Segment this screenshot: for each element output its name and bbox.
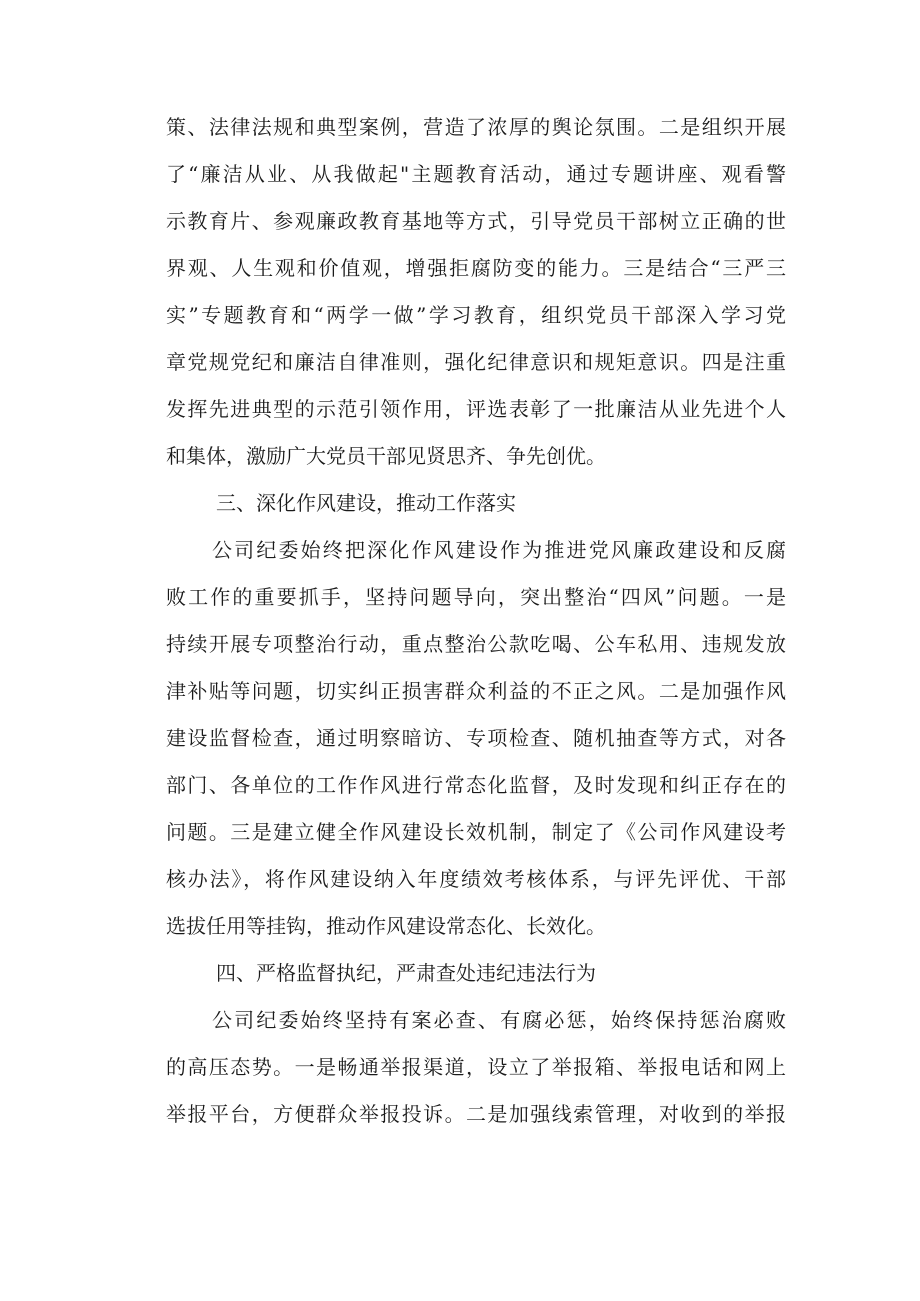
text-line-7: 发挥先进典型的示范引领作用，评选表彰了一批廉洁从业先进个人	[166, 397, 786, 421]
text-line-18: 选拔任用等挂钩，推动作风建设常态化、长效化。	[166, 914, 606, 938]
text-line-2: 了“廉洁从业、从我做起"主题教育活动，通过专题讲座、观看警	[166, 162, 786, 186]
text-line-16: 问题。三是建立健全作风建设长效机制，制定了《公司作风建设考	[166, 820, 786, 844]
text-line-8: 和集体，激励广大党员干部见贤思齐、争先创优。	[166, 444, 606, 468]
text-line-3: 示教育片、参观廉政教育基地等方式，引导党员干部树立正确的世	[166, 209, 786, 233]
section-heading-3: 三、深化作风建设，推动工作落实	[216, 491, 516, 515]
text-line-12: 持续开展专项整治行动，重点整治公款吃喝、公车私用、违规发放	[166, 632, 786, 656]
text-line-1: 策、法律法规和典型案例，营造了浓厚的舆论氛围。二是组织开展	[166, 115, 786, 139]
text-line-20: 公司纪委始终坚持有案必查、有腐必惩，始终保持惩治腐败	[212, 1008, 786, 1032]
text-line-11: 败工作的重要抓手，坚持问题导向，突出整治“四风”问题。一是	[166, 585, 786, 609]
text-line-21: 的高压态势。一是畅通举报渠道，设立了举报箱、举报电话和网上	[166, 1055, 786, 1079]
text-line-15: 部门、各单位的工作作风进行常态化监督，及时发现和纠正存在的	[166, 773, 786, 797]
text-line-10: 公司纪委始终把深化作风建设作为推进党风廉政建设和反腐	[212, 538, 786, 562]
text-line-13: 津补贴等问题，切实纠正损害群众利益的不正之风。二是加强作风	[166, 679, 786, 703]
text-line-14: 建设监督检查，通过明察暗访、专项检查、随机抽查等方式，对各	[166, 726, 786, 750]
text-line-5: 实”专题教育和“两学一做”学习教育，组织党员干部深入学习党	[166, 303, 786, 327]
text-line-22: 举报平台，方便群众举报投诉。二是加强线索管理，对收到的举报	[166, 1102, 786, 1126]
section-heading-4: 四、严格监督执纪，严肃查处违纪违法行为	[216, 961, 596, 985]
document-body	[166, 104, 786, 1138]
text-line-6: 章党规党纪和廉洁自律准则，强化纪律意识和规矩意识。四是注重	[166, 350, 786, 374]
text-line-17: 核办法》，将作风建设纳入年度绩效考核体系，与评先评优、干部	[166, 867, 786, 891]
text-line-4: 界观、人生观和价值观，增强拒腐防变的能力。三是结合“三严三	[166, 256, 786, 280]
